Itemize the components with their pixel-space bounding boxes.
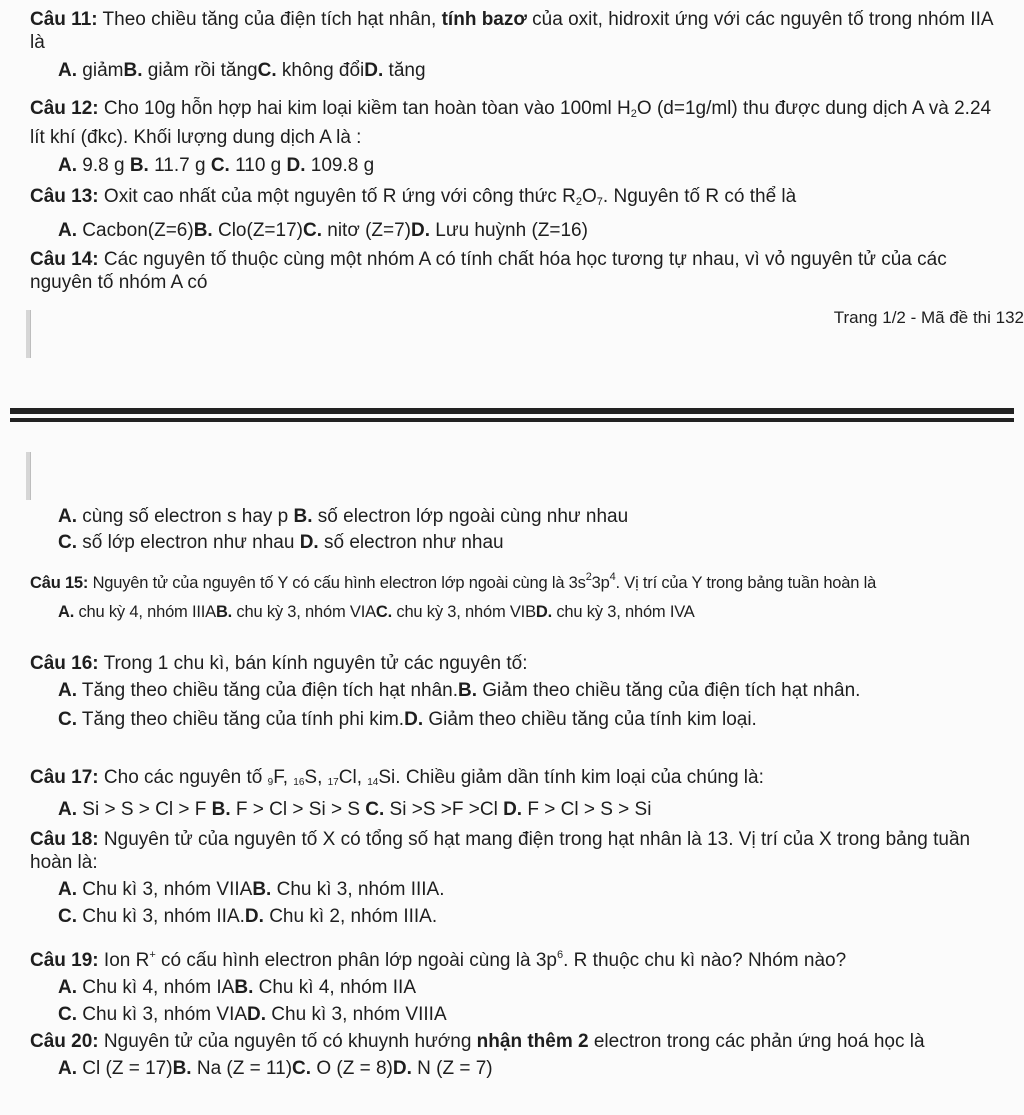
atomic-number: 14	[367, 777, 379, 788]
option-b-letter: B.	[193, 220, 213, 241]
question-16-stem	[0, 652, 1024, 675]
question-14-stem	[0, 248, 1024, 294]
question-15-stem	[0, 566, 1024, 595]
option-c-letter: C.	[257, 60, 277, 81]
option-d-text: N (Z = 7)	[411, 1058, 493, 1079]
option-a-text: Cl (Z = 17)	[77, 1058, 173, 1079]
question-19-text-a: Ion R	[98, 950, 150, 971]
question-14-label: Câu 14:	[30, 249, 99, 270]
option-a-text: 9.8 g	[77, 155, 130, 176]
option-d-letter: D.	[299, 532, 319, 553]
option-a-text: Chu kì 3, nhóm VIIA	[77, 879, 253, 900]
option-c-text: Tăng theo chiều tăng của tính phi kim.	[77, 709, 405, 730]
question-14-options	[0, 505, 1024, 554]
option-d-text: F > Cl > S > Si	[522, 799, 652, 820]
option-c-text: số lớp electron như nhau	[77, 532, 300, 553]
question-11-text-b: của oxit, hidroxit ứng với các nguyên tố trong nhóm IIA là	[30, 9, 993, 53]
option-b-letter: B.	[458, 680, 477, 701]
page-gutter-mark	[26, 310, 31, 358]
option-c-letter: C.	[58, 709, 77, 730]
option-c-letter: C.	[292, 1058, 312, 1079]
question-13-text-a: Oxit cao nhất của một nguyên tố R ứng với công thức R	[98, 186, 576, 207]
question-16-options-row-2	[0, 708, 1024, 731]
question-12-label: Câu 12:	[30, 98, 99, 119]
option-a-text: chu kỳ 4, nhóm IIIA	[74, 603, 216, 621]
option-c-text: Chu kì 3, nhóm VIA	[77, 1004, 248, 1025]
option-a-text: giảm	[77, 60, 124, 81]
option-a-letter: A.	[58, 603, 75, 621]
option-c-text: Chu kì 3, nhóm IIA.	[77, 906, 245, 927]
option-a-letter: A.	[58, 680, 77, 701]
superscript: 2	[585, 571, 592, 583]
option-d-text: số electron như nhau	[318, 532, 504, 553]
page-footer: Trang 1/2 - Mã đề thi 132	[833, 308, 1024, 327]
option-c-letter: C.	[58, 532, 77, 553]
option-d-letter: D.	[503, 799, 523, 820]
question-15-options	[0, 601, 1024, 624]
option-c-text: chu kỳ 3, nhóm VIB	[392, 603, 536, 621]
option-b-letter: B.	[211, 799, 231, 820]
subscript: 2	[575, 196, 583, 208]
option-a-letter: A.	[58, 977, 77, 998]
question-15-text-b: . Vị trí của Y trong bảng tuần hoàn là	[615, 574, 877, 592]
option-b-text: Chu kì 4, nhóm IIA	[253, 977, 416, 998]
question-19-label: Câu 19:	[30, 950, 99, 971]
option-d-text: Giảm theo chiều tăng của tính kim loại.	[423, 709, 757, 730]
option-c-letter: C.	[58, 906, 77, 927]
question-15-text-mid: 3p	[591, 574, 610, 592]
option-b-letter: B.	[252, 879, 272, 900]
option-a-text: cùng số electron s hay p	[77, 506, 294, 527]
question-17	[0, 766, 1024, 821]
option-c-letter: C.	[58, 1004, 77, 1025]
question-13-stem	[0, 185, 1024, 214]
superscript: +	[149, 949, 156, 961]
element-name: Si. Chiều giảm dần tính kim loại của chúng là:	[378, 767, 764, 788]
question-11	[0, 8, 1024, 82]
question-20-label: Câu 20:	[30, 1031, 99, 1052]
question-18-text: Nguyên tử của nguyên tố X có tổng số hạt mang điện trong hạt nhân là 13. Vị trí của X trong bảng tuần hoàn là:	[30, 829, 971, 873]
question-16-label: Câu 16:	[30, 653, 99, 674]
option-a-letter: A.	[58, 220, 77, 241]
option-c-letter: C.	[302, 220, 322, 241]
question-19-stem	[0, 944, 1024, 972]
question-18-options-row-1	[0, 878, 1024, 901]
option-b-text: số electron lớp ngoài cùng như nhau	[312, 506, 629, 527]
question-20	[0, 1030, 1024, 1080]
option-d-letter: D.	[411, 220, 430, 241]
option-b-letter: B.	[215, 603, 233, 621]
option-a-letter: A.	[58, 506, 77, 527]
option-d-letter: D.	[404, 709, 424, 730]
question-13-label: Câu 13:	[30, 186, 99, 207]
question-13-text-b: . Nguyên tố R có thể là	[602, 186, 797, 207]
option-a-letter: A.	[58, 60, 77, 81]
question-12	[0, 97, 1024, 177]
question-18	[0, 828, 1024, 928]
question-16-text: Trong 1 chu kì, bán kính nguyên tử các nguyên tố:	[98, 653, 528, 674]
superscript: 6	[556, 949, 564, 961]
option-b-text: Na (Z = 11)	[191, 1058, 293, 1079]
option-c-text: 110 g	[229, 155, 287, 176]
page-gutter-mark	[26, 452, 31, 500]
page-break-bottom	[10, 418, 1014, 422]
question-14-options-row-2	[0, 531, 1024, 554]
question-19-options-row-1	[0, 976, 1024, 999]
question-16	[0, 652, 1024, 731]
option-c-letter: C.	[375, 603, 393, 621]
question-11-options	[0, 59, 1024, 82]
question-14-text: Các nguyên tố thuộc cùng một nhóm A có tính chất hóa học tương tự nhau, vì vỏ nguyên tử của các nguyên tố nhóm A có	[30, 249, 947, 293]
question-11-label: Câu 11:	[30, 9, 98, 30]
question-19	[0, 944, 1024, 1026]
option-a-letter: A.	[58, 879, 77, 900]
option-c-text: O (Z = 8)	[311, 1058, 393, 1079]
question-13-options	[0, 219, 1024, 242]
option-c-letter: C.	[365, 799, 385, 820]
option-b-text: chu kỳ 3, nhóm VIA	[232, 603, 376, 621]
option-b-text: 11.7 g	[148, 155, 211, 176]
option-b-text: Chu kì 3, nhóm IIIA.	[271, 879, 445, 900]
option-b-letter: B.	[234, 977, 254, 998]
superscript: 4	[609, 571, 616, 583]
option-a-letter: A.	[58, 155, 77, 176]
element-name: Cl,	[338, 767, 368, 788]
option-b-letter: B.	[172, 1058, 192, 1079]
option-b-letter: B.	[123, 60, 143, 81]
option-d-letter: D.	[244, 906, 264, 927]
question-11-text-bold: tính bazơ	[441, 9, 527, 30]
question-20-text-bold: nhận thêm 2	[476, 1031, 589, 1052]
page-break-top	[10, 408, 1014, 414]
atomic-number: 9	[267, 777, 274, 788]
question-14	[0, 248, 1024, 294]
question-18-label: Câu 18:	[30, 829, 99, 850]
option-d-text: chu kỳ 3, nhóm IVA	[551, 603, 695, 621]
option-d-letter: D.	[364, 60, 384, 81]
option-d-letter: D.	[247, 1004, 267, 1025]
question-17-text-a: Cho các nguyên tố	[98, 767, 268, 788]
question-13-text-mid: O	[582, 186, 597, 207]
question-15	[0, 566, 1024, 624]
element-name: S,	[304, 767, 328, 788]
option-d-text: Chu kì 3, nhóm VIIIA	[266, 1004, 447, 1025]
question-20-stem	[0, 1030, 1024, 1053]
option-a-letter: A.	[58, 1058, 77, 1079]
question-12-text-a: Cho 10g hỗn hợp hai kim loại kiềm tan hoàn tòan vào 100ml H	[98, 98, 631, 119]
question-11-stem	[0, 8, 1024, 54]
option-a-letter: A.	[58, 799, 77, 820]
option-d-letter: D.	[286, 155, 306, 176]
question-17-options	[0, 798, 1024, 821]
question-20-text-a: Nguyên tử của nguyên tố có khuynh hướng	[98, 1031, 477, 1052]
question-12-options	[0, 154, 1024, 177]
question-19-options-row-2	[0, 1003, 1024, 1026]
option-d-text: tăng	[383, 60, 426, 81]
option-a-text: Cacbon(Z=6)	[77, 220, 194, 241]
question-15-text-a: Nguyên tử của nguyên tố Y có cấu hình electron lớp ngoài cùng là 3s	[88, 574, 586, 592]
question-17-stem	[0, 766, 1024, 794]
option-b-text: giảm rồi tăng	[142, 60, 258, 81]
question-16-options-row-1	[0, 679, 1024, 702]
question-15-label: Câu 15:	[30, 574, 89, 592]
question-20-options	[0, 1057, 1024, 1080]
option-b-text: F > Cl > Si > S	[230, 799, 366, 820]
option-c-text: nitơ (Z=7)	[321, 220, 411, 241]
option-a-text: Si > S > Cl > F	[77, 799, 212, 820]
option-b-text: Clo(Z=17)	[212, 220, 303, 241]
question-19-text-b: . R thuộc chu kì nào? Nhóm nào?	[563, 950, 847, 971]
option-d-letter: D.	[392, 1058, 412, 1079]
option-a-text: Chu kì 4, nhóm IA	[77, 977, 235, 998]
atomic-number: 16	[293, 777, 305, 788]
option-d-text: Lưu huỳnh (Z=16)	[430, 220, 588, 241]
option-c-letter: C.	[210, 155, 230, 176]
question-18-options-row-2	[0, 905, 1024, 928]
option-b-text: Giảm theo chiều tăng của điện tích hạt nhân.	[477, 680, 861, 701]
question-20-text-b: electron trong các phản ứng hoá học là	[588, 1031, 925, 1052]
option-b-letter: B.	[293, 506, 313, 527]
subscript: 7	[596, 196, 603, 208]
question-14-options-row-1	[0, 505, 1024, 528]
atomic-number: 17	[327, 777, 339, 788]
option-c-text: Si >S >F >Cl	[384, 799, 504, 820]
option-a-text: Tăng theo chiều tăng của điện tích hạt nhân.	[77, 680, 458, 701]
option-b-letter: B.	[129, 155, 149, 176]
question-12-text-b: O (d=1g/ml) thu được dung dịch A và 2.24 lít khí (đkc). Khối lượng dung dịch A là :	[30, 98, 992, 148]
question-18-stem	[0, 828, 1024, 874]
question-19-text-mid: có cấu hình electron phân lớp ngoài cùng là 3p	[155, 950, 557, 971]
option-d-letter: D.	[535, 603, 552, 621]
question-13	[0, 185, 1024, 242]
question-12-stem	[0, 97, 1024, 149]
option-d-text: Chu kì 2, nhóm IIIA.	[263, 906, 438, 927]
subscript: 2	[630, 108, 637, 120]
element-name: F,	[273, 767, 294, 788]
option-d-text: 109.8 g	[305, 155, 375, 176]
option-c-text: không đổi	[276, 60, 365, 81]
question-11-text-a: Theo chiều tăng của điện tích hạt nhân,	[97, 9, 442, 30]
question-17-label: Câu 17:	[30, 767, 99, 788]
